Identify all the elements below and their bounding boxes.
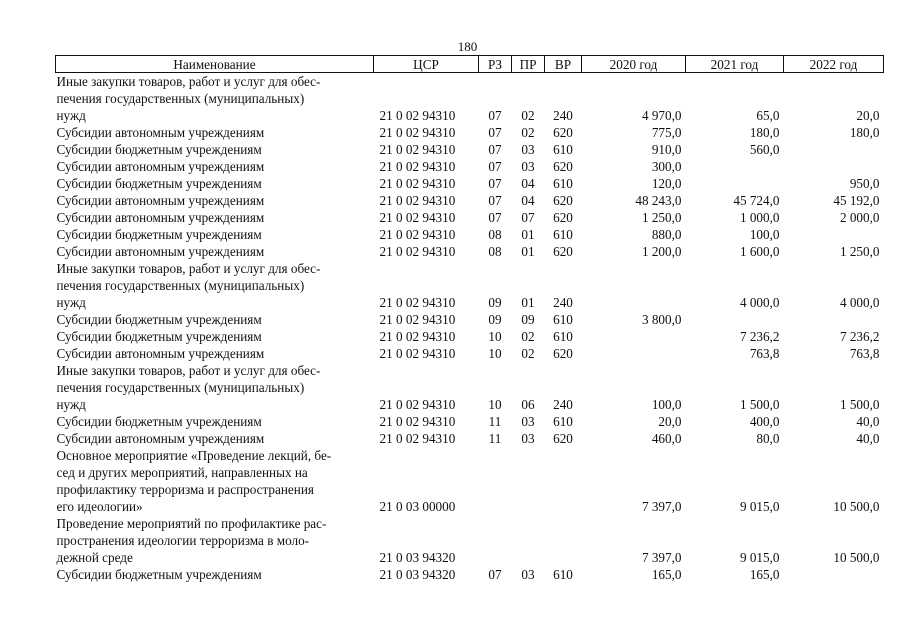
cell-name: Субсидии автономным учреждениям <box>56 244 265 259</box>
table-row <box>56 175 884 192</box>
cell-rz <box>479 447 512 515</box>
cell-name: Проведение мероприятий по профилактике рас- пространения идеологии терроризма в моло- дежной среде <box>56 516 327 565</box>
cell-csr: 21 0 02 94310 <box>379 312 456 327</box>
cell-pr: 01 <box>521 244 535 259</box>
cell-vr: 610 <box>553 176 573 191</box>
cell-2022: 10 500,0 <box>833 550 880 565</box>
cell-pr: 01 <box>521 227 535 242</box>
cell-vr: 620 <box>553 431 573 446</box>
cell-2021 <box>686 158 784 175</box>
cell-2020: 100,0 <box>651 397 682 412</box>
cell-2022 <box>784 226 884 243</box>
cell-2022: 40,0 <box>856 414 880 429</box>
cell-2021 <box>686 175 784 192</box>
table-row <box>56 243 884 260</box>
cell-vr: 620 <box>553 210 573 225</box>
cell-2022 <box>784 141 884 158</box>
cell-rz: 08 <box>488 227 502 242</box>
cell-csr: 21 0 03 94320 <box>379 567 456 582</box>
cell-vr <box>545 515 582 566</box>
cell-pr: 09 <box>521 312 535 327</box>
cell-2021: 165,0 <box>749 567 780 582</box>
table-row <box>56 430 884 447</box>
header-vr: ВР <box>545 56 582 73</box>
cell-name: Иные закупки товаров, работ и услуг для обес- печения государственных (муниципальных) нужд <box>56 363 321 412</box>
cell-2020 <box>582 328 686 345</box>
cell-vr: 620 <box>553 125 573 140</box>
cell-name: Субсидии бюджетным учреждениям <box>56 176 262 191</box>
cell-2020: 4 970,0 <box>641 108 682 123</box>
cell-csr: 21 0 02 94310 <box>379 295 456 310</box>
table-row <box>56 345 884 362</box>
cell-2020: 460,0 <box>651 431 682 446</box>
cell-rz: 11 <box>488 431 502 446</box>
cell-name: Субсидии бюджетным учреждениям <box>56 567 262 582</box>
cell-rz: 07 <box>488 125 502 140</box>
cell-2020: 1 200,0 <box>641 244 682 259</box>
cell-vr: 620 <box>553 193 573 208</box>
cell-vr: 610 <box>553 142 573 157</box>
table-row <box>56 362 884 413</box>
cell-2020: 3 800,0 <box>641 312 682 327</box>
table-header-row <box>56 56 884 73</box>
cell-2020: 7 397,0 <box>641 499 682 514</box>
cell-rz: 07 <box>488 159 502 174</box>
cell-2021: 100,0 <box>749 227 780 242</box>
cell-pr: 06 <box>521 397 535 412</box>
cell-2021: 4 000,0 <box>739 295 780 310</box>
budget-table <box>55 55 884 583</box>
table-row <box>56 158 884 175</box>
cell-2022: 1 500,0 <box>839 397 880 412</box>
cell-name: Основное мероприятие «Проведение лекций, бе- сед и других мероприятий, направленных на профилактику терроризма и распространения его идеологии» <box>56 448 332 514</box>
cell-2022 <box>784 566 884 583</box>
cell-pr: 02 <box>521 108 535 123</box>
cell-name: Субсидии автономным учреждениям <box>56 346 265 361</box>
cell-2022: 763,8 <box>849 346 880 361</box>
cell-csr: 21 0 03 00000 <box>379 499 456 514</box>
cell-2022: 180,0 <box>849 125 880 140</box>
cell-name: Субсидии бюджетным учреждениям <box>56 329 262 344</box>
header-2021: 2021 год <box>686 56 784 73</box>
cell-name: Субсидии автономным учреждениям <box>56 210 265 225</box>
table-row <box>56 141 884 158</box>
cell-vr: 610 <box>553 567 573 582</box>
cell-rz: 10 <box>488 329 502 344</box>
cell-name: Субсидии автономным учреждениям <box>56 431 265 446</box>
table-row <box>56 413 884 430</box>
cell-rz: 08 <box>488 244 502 259</box>
cell-2020: 165,0 <box>651 567 682 582</box>
cell-vr: 620 <box>553 346 573 361</box>
cell-vr: 240 <box>553 397 573 412</box>
table-row <box>56 515 884 566</box>
cell-2021: 400,0 <box>749 414 780 429</box>
cell-csr: 21 0 02 94310 <box>379 431 456 446</box>
cell-rz: 07 <box>488 567 502 582</box>
table-row <box>56 311 884 328</box>
cell-vr: 240 <box>553 295 573 310</box>
cell-2021 <box>686 311 784 328</box>
cell-csr: 21 0 02 94310 <box>379 397 456 412</box>
header-2020: 2020 год <box>582 56 686 73</box>
cell-vr <box>545 447 582 515</box>
table-row <box>56 209 884 226</box>
cell-2021: 80,0 <box>756 431 780 446</box>
table-row <box>56 192 884 209</box>
cell-2021: 65,0 <box>756 108 780 123</box>
cell-2020 <box>582 260 686 311</box>
cell-2021: 1 500,0 <box>739 397 780 412</box>
cell-2020: 300,0 <box>651 159 682 174</box>
cell-pr: 03 <box>521 159 535 174</box>
cell-csr: 21 0 03 94320 <box>379 550 456 565</box>
table-row <box>56 260 884 311</box>
cell-2022: 10 500,0 <box>833 499 880 514</box>
table-body <box>56 73 884 584</box>
cell-2021: 9 015,0 <box>739 550 780 565</box>
cell-name: Субсидии бюджетным учреждениям <box>56 227 262 242</box>
cell-rz: 11 <box>488 414 502 429</box>
cell-2020: 1 250,0 <box>641 210 682 225</box>
cell-2022: 2 000,0 <box>839 210 880 225</box>
cell-vr: 610 <box>553 414 573 429</box>
table-row <box>56 124 884 141</box>
cell-csr: 21 0 02 94310 <box>379 244 456 259</box>
cell-2020: 910,0 <box>651 142 682 157</box>
cell-2022: 950,0 <box>849 176 880 191</box>
cell-name: Иные закупки товаров, работ и услуг для обес- печения государственных (муниципальных) нужд <box>56 74 321 123</box>
table-row <box>56 328 884 345</box>
cell-csr: 21 0 02 94310 <box>379 227 456 242</box>
header-pr: ПР <box>512 56 545 73</box>
cell-vr: 620 <box>553 244 573 259</box>
cell-vr: 610 <box>553 329 573 344</box>
header-csr: ЦСР <box>374 56 479 73</box>
cell-2020: 20,0 <box>658 414 682 429</box>
cell-2021: 9 015,0 <box>739 499 780 514</box>
cell-2022: 1 250,0 <box>839 244 880 259</box>
page-number: 180 <box>457 39 478 54</box>
cell-name: Субсидии автономным учреждениям <box>56 125 265 140</box>
cell-csr: 21 0 02 94310 <box>379 414 456 429</box>
cell-rz: 10 <box>488 397 502 412</box>
cell-csr: 21 0 02 94310 <box>379 159 456 174</box>
cell-2020: 7 397,0 <box>641 550 682 565</box>
cell-name: Субсидии бюджетным учреждениям <box>56 142 262 157</box>
cell-rz: 07 <box>488 142 502 157</box>
cell-rz: 09 <box>488 295 502 310</box>
cell-rz: 10 <box>488 346 502 361</box>
cell-2022: 45 192,0 <box>833 193 880 208</box>
cell-pr: 02 <box>521 125 535 140</box>
cell-2021: 180,0 <box>749 125 780 140</box>
cell-rz: 07 <box>488 108 502 123</box>
cell-csr: 21 0 02 94310 <box>379 210 456 225</box>
cell-2022: 20,0 <box>856 108 880 123</box>
cell-name: Субсидии бюджетным учреждениям <box>56 312 262 327</box>
cell-pr: 03 <box>521 414 535 429</box>
cell-2020: 48 243,0 <box>635 193 682 208</box>
cell-pr: 03 <box>521 431 535 446</box>
table-row <box>56 73 884 125</box>
cell-2022: 4 000,0 <box>839 295 880 310</box>
header-name: Наименование <box>56 56 374 73</box>
cell-name: Субсидии автономным учреждениям <box>56 193 265 208</box>
cell-2022: 7 236,2 <box>839 329 880 344</box>
cell-csr: 21 0 02 94310 <box>379 346 456 361</box>
cell-pr: 02 <box>521 329 535 344</box>
cell-name: Субсидии бюджетным учреждениям <box>56 414 262 429</box>
cell-name: Иные закупки товаров, работ и услуг для обес- печения государственных (муниципальных) нужд <box>56 261 321 310</box>
cell-2021: 7 236,2 <box>739 329 780 344</box>
cell-csr: 21 0 02 94310 <box>379 176 456 191</box>
cell-2021: 1 000,0 <box>739 210 780 225</box>
cell-2022: 40,0 <box>856 431 880 446</box>
cell-2021: 45 724,0 <box>733 193 780 208</box>
cell-csr: 21 0 02 94310 <box>379 193 456 208</box>
cell-pr: 03 <box>521 567 535 582</box>
cell-2020: 880,0 <box>651 227 682 242</box>
cell-2021: 560,0 <box>749 142 780 157</box>
cell-rz: 07 <box>488 193 502 208</box>
cell-2020 <box>582 345 686 362</box>
table-row <box>56 226 884 243</box>
header-2022: 2022 год <box>784 56 884 73</box>
cell-2022 <box>784 158 884 175</box>
cell-vr: 610 <box>553 227 573 242</box>
cell-pr: 03 <box>521 142 535 157</box>
cell-vr: 240 <box>553 108 573 123</box>
cell-name: Субсидии автономным учреждениям <box>56 159 265 174</box>
cell-pr: 04 <box>521 193 535 208</box>
cell-vr: 620 <box>553 159 573 174</box>
header-rz: РЗ <box>479 56 512 73</box>
cell-pr: 04 <box>521 176 535 191</box>
cell-2020: 120,0 <box>651 176 682 191</box>
cell-csr: 21 0 02 94310 <box>379 329 456 344</box>
cell-csr: 21 0 02 94310 <box>379 125 456 140</box>
cell-pr: 02 <box>521 346 535 361</box>
cell-2020: 775,0 <box>651 125 682 140</box>
cell-2021: 763,8 <box>749 346 780 361</box>
cell-rz: 07 <box>488 176 502 191</box>
cell-pr <box>512 515 545 566</box>
cell-2021: 1 600,0 <box>739 244 780 259</box>
cell-rz <box>479 515 512 566</box>
cell-csr: 21 0 02 94310 <box>379 142 456 157</box>
table-row <box>56 566 884 583</box>
cell-rz: 07 <box>488 210 502 225</box>
cell-2022 <box>784 311 884 328</box>
cell-pr: 07 <box>521 210 535 225</box>
table-row <box>56 447 884 515</box>
cell-pr <box>512 447 545 515</box>
cell-csr: 21 0 02 94310 <box>379 108 456 123</box>
cell-vr: 610 <box>553 312 573 327</box>
cell-rz: 09 <box>488 312 502 327</box>
cell-pr: 01 <box>521 295 535 310</box>
